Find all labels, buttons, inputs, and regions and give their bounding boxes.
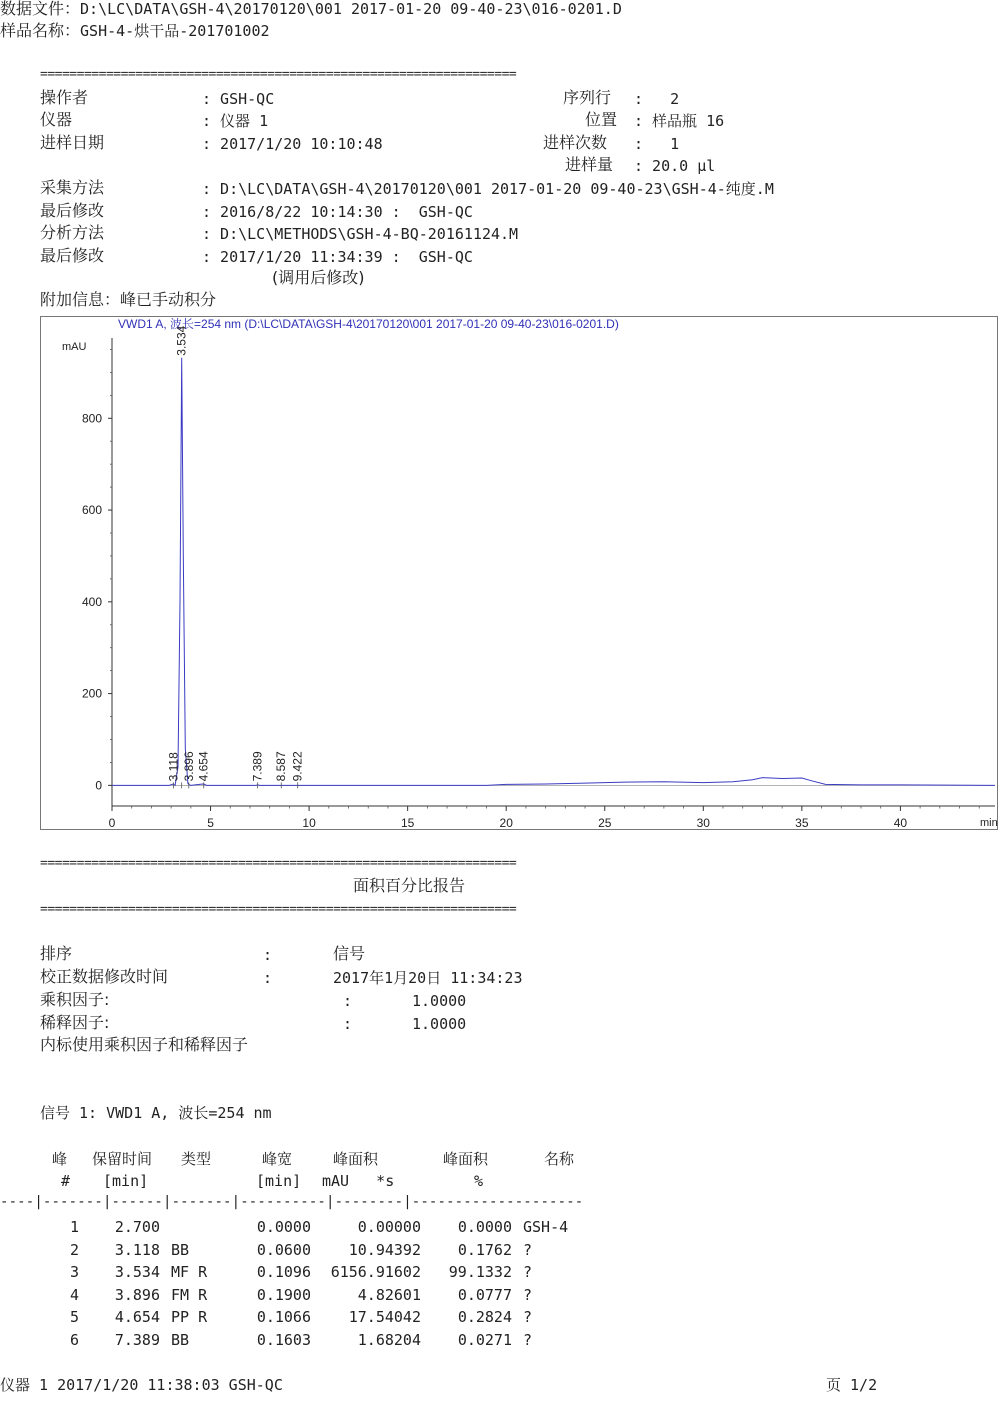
analysis-method-value: : D:\LC\METHODS\GSH-4-BQ-20161124.M — [202, 225, 519, 243]
unit-peak: # — [61, 1172, 71, 1190]
y-tick-label: 800 — [81, 411, 102, 426]
inj-count-label: 进样次数 — [543, 133, 608, 152]
separator-report-bottom: ================================================================= — [40, 902, 517, 917]
table-row — [0, 1218, 760, 1238]
inj-volume-value: : 20.0 µl — [634, 157, 716, 175]
chart-title: VWD1 A, 波长=254 nm (D:\LC\DATA\GSH-4\20170120\001 2017-01-20 09-40-23\016-0201.D) — [118, 317, 619, 331]
datafile-value: D:\LC\DATA\GSH-4\20170120\001 2017-01-20 09-40-23\016-0201.D — [80, 0, 622, 18]
cell-width: 0.0600 — [256, 1240, 311, 1259]
modified1-label: 最后修改 — [40, 201, 105, 220]
table-row — [0, 1286, 760, 1306]
inject-date-label: 进样日期 — [40, 133, 105, 152]
header-area-pct: 峰面积 — [443, 1150, 489, 1168]
cell-rt: 3.534 — [114, 1263, 160, 1282]
location-value: : 样品瓶 16 — [634, 112, 725, 130]
analysis-method-label: 分析方法 — [40, 223, 105, 242]
inj-count-value: : 1 — [634, 135, 680, 153]
cell-peak: 3 — [69, 1263, 79, 1282]
acq-method-value: : D:\LC\DATA\GSH-4\20170120\001 2017-01-20 09-40-23\GSH-4-纯度.M — [202, 180, 774, 198]
cell-name: ? — [523, 1308, 533, 1327]
operator-label: 操作者 — [40, 88, 89, 107]
sample-label: 样品名称： — [0, 21, 81, 40]
cell-rt: 4.654 — [114, 1308, 160, 1327]
calib-label: 校正数据修改时间 — [40, 967, 169, 986]
seq-value: : 2 — [634, 90, 680, 108]
x-tick-label: 10 — [302, 816, 316, 830]
inject-date-value: : 2017/1/20 10:10:48 — [202, 135, 383, 153]
dil-factor-label: 稀释因子: — [40, 1013, 110, 1032]
cell-area: 10.94392 — [348, 1240, 421, 1259]
unit-area-pct: % — [474, 1172, 484, 1190]
x-tick-label: 15 — [400, 816, 415, 830]
calib-colon: : — [263, 969, 273, 987]
cell-type: PP R — [171, 1308, 208, 1327]
cell-rt: 2.700 — [114, 1218, 160, 1236]
cell-peak: 6 — [69, 1331, 79, 1349]
table-row — [0, 1331, 760, 1351]
sample-value: GSH-4-烘干品-201701002 — [80, 22, 270, 40]
cell-width: 0.0000 — [256, 1218, 311, 1236]
instrument-label: 仪器 — [40, 110, 73, 129]
datafile-line — [0, 0, 622, 18]
separator-report-top: ================================================================= — [40, 856, 517, 871]
header-type: 类型 — [181, 1150, 212, 1168]
table-row — [0, 1263, 760, 1283]
cell-type: BB — [171, 1240, 190, 1259]
cell-rt: 7.389 — [114, 1331, 160, 1349]
peak-label: 8.587 — [274, 751, 289, 782]
cell-width: 0.1603 — [256, 1331, 311, 1349]
header-name: 名称 — [544, 1150, 575, 1168]
table-header-row-2 — [0, 1172, 760, 1192]
cell-area: 6156.91602 — [330, 1263, 421, 1282]
dil-factor-colon: : — [343, 1015, 353, 1033]
y-tick-label: 600 — [81, 503, 102, 518]
table-row — [0, 1308, 760, 1328]
peak-label: 3.896 — [181, 751, 196, 782]
cell-area-pct: 99.1332 — [448, 1263, 512, 1282]
x-tick-label: 25 — [598, 816, 612, 830]
cell-area: 0.00000 — [357, 1218, 421, 1236]
cell-area-pct: 0.0777 — [457, 1285, 512, 1304]
cell-area: 1.68204 — [357, 1331, 421, 1349]
istd-note: 内标使用乘积因子和稀释因子 — [40, 1035, 249, 1054]
table-header-row-1 — [0, 1148, 760, 1168]
cell-name: ? — [523, 1331, 533, 1349]
instrument-value: : 仪器 1 — [202, 112, 269, 130]
cell-name: ? — [523, 1285, 533, 1304]
header-width: 峰宽 — [262, 1150, 293, 1168]
datafile-label: 数据文件： — [0, 0, 81, 18]
unit-rt: [min] — [103, 1172, 149, 1190]
cell-area-pct: 0.2824 — [457, 1308, 512, 1327]
sort-value: 信号 — [333, 944, 366, 963]
cell-peak: 2 — [69, 1240, 79, 1259]
location-label: 位置 — [585, 110, 618, 129]
inj-volume-label: 进样量 — [565, 155, 614, 174]
peak-label: 3.118 — [166, 752, 181, 782]
cell-name: GSH-4 — [523, 1218, 569, 1236]
peak-label: 9.422 — [290, 751, 305, 782]
dil-factor-value: 1.0000 — [412, 1015, 467, 1033]
sample-line — [0, 22, 270, 40]
chromatogram-chart — [40, 316, 998, 830]
cell-width: 0.1066 — [256, 1308, 311, 1327]
cell-area-pct: 0.0271 — [457, 1331, 512, 1349]
seq-label: 序列行 — [563, 88, 612, 107]
y-tick-label: 0 — [95, 778, 102, 793]
peak-label: 3.534 — [174, 325, 189, 356]
y-tick-label: 400 — [81, 594, 102, 609]
cell-name: ? — [523, 1240, 533, 1259]
unit-width: [min] — [256, 1172, 302, 1190]
modified2-label: 最后修改 — [40, 246, 105, 265]
x-axis-unit: min — [980, 817, 998, 829]
cell-area: 17.54042 — [348, 1308, 421, 1327]
peak-label: 4.654 — [196, 751, 211, 782]
signal-line: 信号 1: VWD1 A, 波长=254 nm — [40, 1104, 272, 1122]
x-tick-label: 0 — [108, 816, 116, 830]
extra-info: 附加信息：峰已手动积分 — [40, 290, 217, 309]
operator-value: : GSH-QC — [202, 90, 275, 108]
modified2-note: (调用后修改) — [272, 268, 365, 287]
calib-value: 2017年1月20日 11:34:23 — [333, 969, 523, 987]
cell-peak: 5 — [69, 1308, 79, 1327]
sort-label: 排序 — [40, 944, 73, 963]
cell-peak: 1 — [69, 1218, 79, 1236]
separator-top: ================================================================= — [40, 67, 517, 82]
cell-width: 0.1096 — [256, 1263, 311, 1282]
cell-name: ? — [523, 1263, 533, 1282]
y-tick-label: 200 — [81, 686, 102, 701]
peak-table — [0, 1148, 780, 1358]
cell-type: FM R — [171, 1285, 208, 1304]
header-peak: 峰 — [52, 1150, 68, 1168]
modified1-value: : 2016/8/22 10:14:30 : GSH-QC — [202, 203, 473, 221]
footer-page: 页 1/2 — [826, 1376, 878, 1394]
acq-method-label: 采集方法 — [40, 178, 105, 197]
mult-factor-colon: : — [343, 992, 353, 1010]
table-row — [0, 1241, 760, 1261]
cell-peak: 4 — [69, 1285, 79, 1304]
cell-area-pct: 0.1762 — [457, 1240, 512, 1259]
x-tick-label: 20 — [499, 816, 513, 830]
table-divider: ----|-------|------|-------|----------|--------|-------------------- — [0, 1194, 584, 1210]
cell-area-pct: 0.0000 — [457, 1218, 512, 1236]
x-tick-label: 35 — [795, 816, 809, 830]
modified2-value: : 2017/1/20 11:34:39 : GSH-QC — [202, 248, 473, 266]
x-tick-label: 40 — [893, 816, 908, 830]
cell-rt: 3.118 — [114, 1240, 160, 1259]
sort-colon: : — [263, 946, 273, 964]
unit-area: mAU *s — [322, 1172, 395, 1190]
cell-width: 0.1900 — [256, 1285, 311, 1304]
header-rt: 保留时间 — [92, 1150, 153, 1168]
cell-area: 4.82601 — [357, 1285, 421, 1304]
cell-type: BB — [171, 1331, 190, 1349]
footer-left: 仪器 1 2017/1/20 11:38:03 GSH-QC — [0, 1376, 283, 1394]
x-tick-label: 30 — [696, 816, 710, 830]
y-axis-unit: mAU — [62, 341, 87, 353]
mult-factor-value: 1.0000 — [412, 992, 467, 1010]
report-title: 面积百分比报告 — [353, 876, 466, 895]
x-tick-label: 5 — [207, 816, 214, 830]
peak-label: 7.389 — [250, 751, 265, 782]
header-area: 峰面积 — [333, 1150, 379, 1168]
cell-rt: 3.896 — [114, 1285, 160, 1304]
cell-type: MF R — [171, 1263, 208, 1282]
mult-factor-label: 乘积因子: — [40, 990, 110, 1009]
